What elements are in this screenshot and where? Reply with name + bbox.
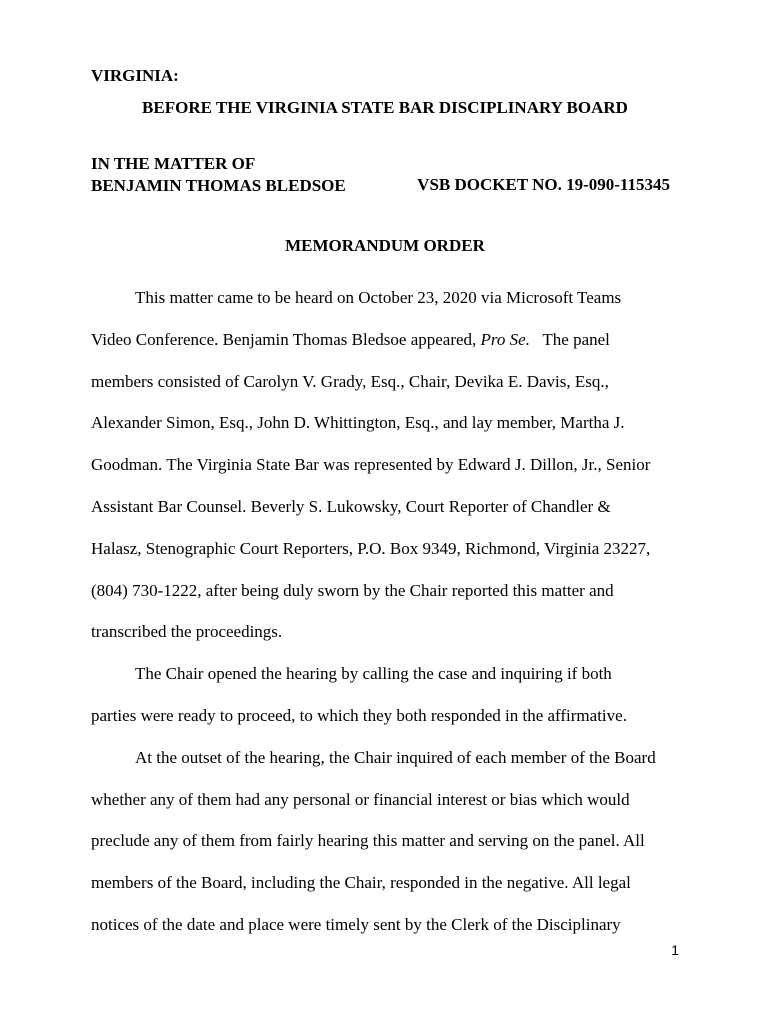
docket-number: VSB DOCKET NO. 19-090-115345: [417, 175, 670, 194]
paragraph-1: [91, 277, 675, 653]
text-line: Alexander Simon, Esq., John D. Whittington, Esq., and lay member, Martha J.: [91, 413, 625, 433]
text-line: whether any of them had any personal or financial interest or bias which would: [91, 789, 630, 809]
respondent-name: BENJAMIN THOMAS BLEDSOE: [91, 176, 346, 195]
state-heading: VIRGINIA:: [91, 66, 179, 85]
board-heading: BEFORE THE VIRGINIA STATE BAR DISCIPLINARY BOARD: [142, 98, 628, 117]
text-line: parties were ready to proceed, to which they both responded in the affirmative.: [91, 705, 627, 725]
matter-caption: [91, 153, 346, 197]
text-segment: The panel: [529, 329, 610, 349]
pro-se-italic: Pro Se.: [480, 329, 530, 349]
document-title: MEMORANDUM ORDER: [285, 236, 485, 255]
text-line: The Chair opened the hearing by calling the case and inquiring if both: [135, 664, 612, 684]
text-line: Assistant Bar Counsel. Beverly S. Lukowsky, Court Reporter of Chandler &: [91, 496, 611, 516]
text-line: This matter came to be heard on October 23, 2020 via Microsoft Teams: [135, 288, 622, 307]
text-line: Halasz, Stenographic Court Reporters, P.O. Box 9349, Richmond, Virginia 23227,: [91, 538, 651, 558]
text-line: preclude any of them from fairly hearing this matter and serving on the panel. All: [91, 831, 645, 851]
text-line: At the outset of the hearing, the Chair inquired of each member of the Board: [135, 747, 656, 767]
text-line: Goodman. The Virginia State Bar was represented by Edward J. Dillon, Jr., Senior: [91, 455, 651, 475]
text-segment: Video Conference. Benjamin Thomas Bledsoe appeared,: [91, 329, 481, 349]
text-line: (804) 730-1222, after being duly sworn by the Chair reported this matter and: [91, 580, 614, 600]
text-line: transcribed the proceedings.: [91, 622, 283, 642]
paragraph-3: [91, 737, 675, 946]
paragraph-2: [91, 653, 675, 737]
text-line: notices of the date and place were timely sent by the Clerk of the Disciplinary: [91, 914, 621, 934]
page-number: 1: [671, 942, 679, 958]
matter-line-1: IN THE MATTER OF: [91, 154, 256, 173]
text-line: [91, 319, 675, 361]
text-line: members consisted of Carolyn V. Grady, Esq., Chair, Devika E. Davis, Esq.,: [91, 371, 609, 391]
text-line: members of the Board, including the Chair, responded in the negative. All legal: [91, 873, 631, 893]
document-body: [91, 277, 675, 946]
